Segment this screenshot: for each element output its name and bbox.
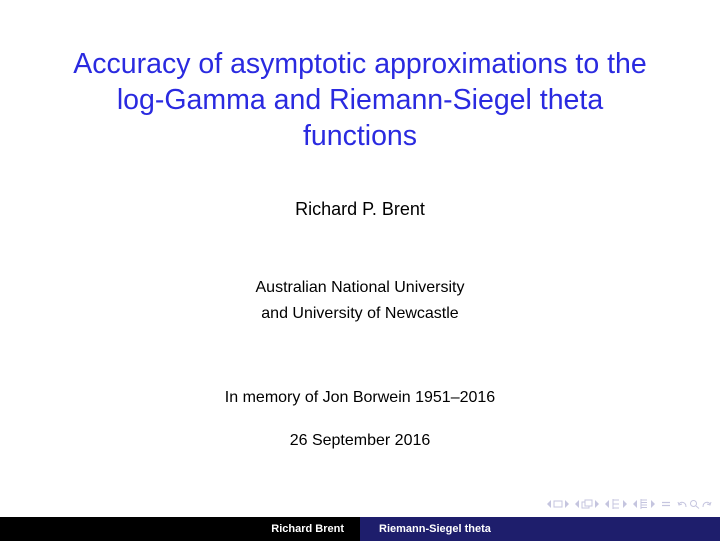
left-arrow-icon[interactable]: [633, 500, 638, 508]
frame-nav[interactable]: [547, 500, 569, 508]
back-forward-nav[interactable]: [661, 500, 671, 508]
right-arrow-icon[interactable]: [650, 500, 655, 508]
left-arrow-icon[interactable]: [547, 500, 552, 508]
redo-icon[interactable]: [701, 499, 712, 509]
title-line-3: functions: [302, 120, 418, 152]
undo-icon[interactable]: [677, 499, 688, 509]
footer-author: Richard Brent: [0, 517, 360, 541]
beamer-navigation-bar: [547, 497, 712, 511]
slide-footer: [0, 517, 720, 541]
right-arrow-icon[interactable]: [622, 500, 627, 508]
left-arrow-icon[interactable]: [605, 500, 610, 508]
institution: [0, 275, 720, 327]
subsection-icon: [581, 499, 593, 509]
left-arrow-icon[interactable]: [575, 500, 580, 508]
right-arrow-icon[interactable]: [594, 500, 599, 508]
author-name: Richard P. Brent: [295, 199, 425, 219]
slide-title: [40, 46, 680, 154]
section-icon: [611, 498, 621, 510]
frame-icon: [553, 500, 563, 508]
section-nav[interactable]: [605, 498, 627, 510]
presentation-date: 26 September 2016: [289, 432, 431, 449]
subsection-nav[interactable]: [575, 499, 599, 509]
footer-short-title: Riemann-Siegel theta: [360, 517, 720, 541]
search-icon[interactable]: [689, 499, 700, 509]
presentation-icon: [639, 498, 649, 510]
institution-line-1: Australian National University: [255, 279, 465, 296]
memorial-note: In memory of Jon Borwein 1951–2016: [224, 389, 496, 406]
title-line-2: log-Gamma and Riemann-Siegel theta: [116, 84, 604, 116]
institution-line-2: and University of Newcastle: [261, 305, 459, 322]
presentation-nav[interactable]: [633, 498, 655, 510]
right-arrow-icon[interactable]: [564, 500, 569, 508]
equals-icon[interactable]: [661, 500, 671, 508]
title-line-1: Accuracy of asymptotic approximations to the: [73, 48, 647, 80]
search-nav[interactable]: [677, 499, 712, 509]
